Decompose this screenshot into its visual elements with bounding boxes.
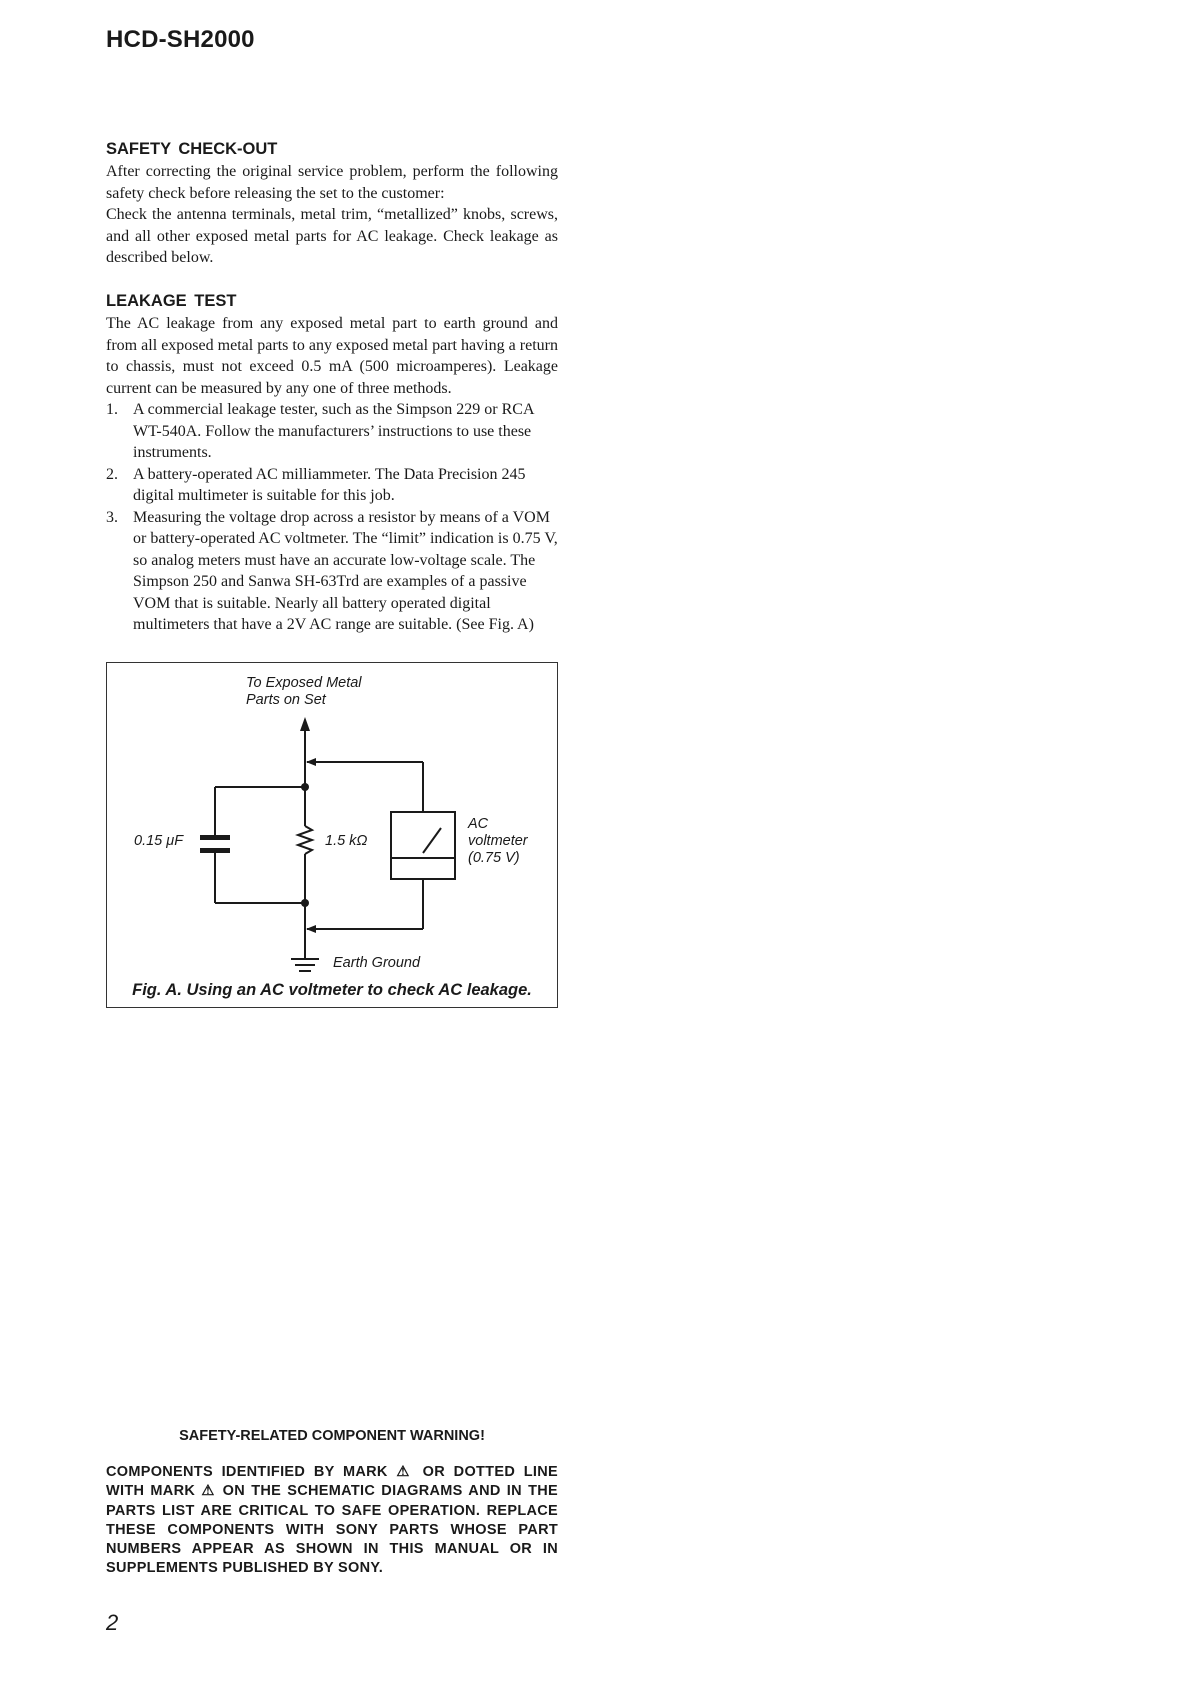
method-number: 3. — [106, 508, 118, 526]
capacitor-plate-bottom — [200, 848, 230, 853]
leakage-methods-list — [106, 399, 558, 636]
exposed-metal-label-line1: To Exposed Metal — [246, 675, 362, 691]
leakage-test-section — [106, 290, 558, 636]
capacitor-label: 0.15 μF — [134, 833, 184, 849]
method-item — [106, 464, 558, 507]
method-number: 1. — [106, 401, 118, 418]
method-item — [106, 507, 558, 636]
resistor-zigzag — [298, 826, 312, 854]
leakage-test-intro: The AC leakage from any exposed metal part to earth ground and from all exposed metal parts to any exposed metal part having a return to chassis, must not exceed 0.5 mA (500 microamperes). Leakage current can be measured by any one of three methods. — [106, 315, 558, 397]
leakage-test-heading: LEAKAGE TEST — [106, 292, 237, 310]
warning-title: SAFETY-RELATED COMPONENT WARNING! — [179, 1428, 485, 1444]
figure-caption: Fig. A. Using an AC voltmeter to check AC leakage. — [132, 981, 532, 999]
voltmeter-label-line3: (0.75 V) — [468, 850, 520, 866]
junction-dot-bottom — [301, 899, 309, 907]
earth-ground-label: Earth Ground — [333, 955, 421, 971]
resistor-label: 1.5 kΩ — [325, 833, 368, 849]
safety-checkout-heading: SAFETY CHECK-OUT — [106, 140, 278, 158]
capacitor-plate-top — [200, 835, 230, 840]
safety-checkout-instructions: Check the antenna terminals, metal trim, “metallized” knobs, screws, and all other exposed metal parts for AC leakage. Check leakage as described below. — [106, 206, 558, 266]
method-text: A battery-operated AC milliammeter. The Data Precision 245 digital multimeter is suitable for this job. — [133, 465, 526, 504]
figure-a-circuit — [106, 662, 558, 1008]
voltmeter-label-line2: voltmeter — [468, 833, 528, 849]
junction-dot-top — [301, 783, 309, 791]
method-text: A commercial leakage tester, such as the Simpson 229 or RCA WT-540A. Follow the manufacturers’ instructions to use these instruments. — [133, 401, 534, 461]
exposed-metal-label-line2: Parts on Set — [246, 692, 326, 708]
method-text: Measuring the voltage drop across a resistor by means of a VOM or battery-operated AC voltmeter. The “limit” indication is 0.75 V, so analog meters must have an accurate low-voltage scale. The Simpson 250 and Sanwa SH-63Trd are examples of a passive VOM that is suitable. Nearly all battery operated digital multimeters that have a 2V AC range are suitable. (See Fig. A) — [133, 508, 558, 633]
warning-body: COMPONENTS IDENTIFIED BY MARK ⚠ OR DOTTED LINE WITH MARK ⚠ ON THE SCHEMATIC DIAGRAMS AND IN THE PARTS LIST ARE CRITICAL TO SAFE OPERATION. REPLACE THESE COMPONENTS WITH SONY PARTS WHOSE PART NUMBERS APPEAR AS SHOWN IN THIS MANUAL OR IN SUPPLEMENTS PUBLISHED BY SONY. — [106, 1464, 558, 1577]
method-number: 2. — [106, 465, 118, 483]
method-item — [106, 399, 558, 464]
voltmeter-box — [391, 812, 455, 879]
safety-checkout-section — [106, 138, 558, 269]
page-number: 2 — [106, 1610, 119, 1635]
model-number: HCD-SH2000 — [106, 26, 255, 53]
ground-symbol — [291, 959, 319, 971]
probe-arrow-head — [300, 717, 310, 731]
voltmeter-needle — [423, 828, 441, 853]
voltmeter-label-line1: AC — [468, 816, 489, 832]
safety-checkout-intro: After correcting the original service problem, perform the following safety check before releasing the set to the customer: — [106, 163, 558, 202]
